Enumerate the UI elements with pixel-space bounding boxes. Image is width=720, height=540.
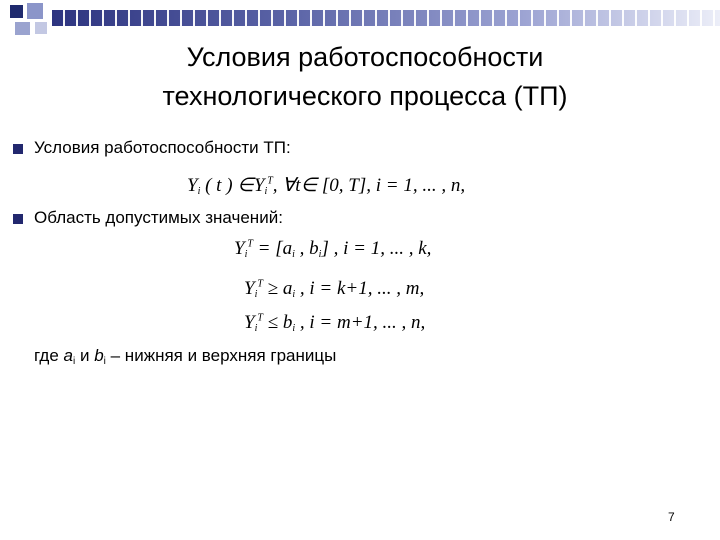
- formula-symbol: Y: [234, 238, 245, 259]
- formula-text: [0, T], i = 1, ... , n,: [317, 175, 466, 196]
- formula-text: , i = m+1, ... , n,: [295, 312, 426, 333]
- formula-symbol: Y: [187, 175, 198, 196]
- element-of-symbol: ∈: [300, 175, 318, 196]
- element-of-symbol: ∈: [237, 175, 254, 196]
- bounds-note: [34, 346, 336, 367]
- note-text: и: [75, 346, 95, 365]
- note-subscript: i: [103, 356, 106, 367]
- formula-text: , b: [294, 238, 319, 259]
- formula-subscript: i: [264, 186, 268, 197]
- formula-text: ( t ): [200, 175, 238, 196]
- formula-symbol: Y: [244, 278, 255, 299]
- formula-lower-bound: [244, 278, 424, 300]
- formula-subscript: i: [244, 249, 248, 260]
- formula-operability-condition: [187, 174, 465, 197]
- formula-text: ≤ b: [262, 312, 293, 333]
- formula-subscript: i: [197, 186, 201, 197]
- bullet-square-icon: [13, 144, 23, 154]
- formula-superscript: T: [257, 278, 263, 290]
- formula-superscript: T: [267, 175, 273, 187]
- formula-text: ≥ a: [262, 278, 293, 299]
- title-line-1: Условия работоспособности: [186, 42, 544, 72]
- note-variable-a: a: [63, 346, 74, 365]
- formula-symbol: Y: [244, 312, 255, 333]
- formula-superscript: T: [247, 238, 253, 250]
- formula-symbol: Y: [253, 175, 265, 196]
- bullet-item-2: Область допустимых значений:: [34, 208, 283, 227]
- bullet-item-1: Условия работоспособности ТП:: [34, 138, 291, 157]
- header-square-1: [10, 5, 23, 18]
- slide-title: [80, 38, 650, 116]
- header-square-4: [35, 22, 47, 34]
- note-text: где: [34, 346, 64, 365]
- formula-text: , i = k+1, ... , m,: [295, 278, 425, 299]
- header-square-3: [15, 22, 30, 35]
- formula-subscript: i: [292, 289, 296, 300]
- formula-interval: [234, 238, 431, 260]
- formula-text: , ∀: [272, 175, 296, 196]
- note-text: – нижняя и верхняя границы: [105, 346, 337, 365]
- header-gradient-bar: [52, 10, 720, 26]
- formula-text: ] , i = 1, ... , k,: [321, 238, 432, 259]
- note-subscript: i: [73, 356, 76, 367]
- bullet-square-icon: [13, 214, 23, 224]
- formula-subscript: i: [254, 289, 258, 300]
- header-square-2: [27, 3, 43, 19]
- formula-text: = [a: [252, 238, 293, 259]
- formula-subscript: i: [318, 249, 322, 260]
- page-number: 7: [668, 510, 675, 524]
- formula-subscript: i: [254, 323, 258, 334]
- title-line-2: технологического процесса (ТП): [162, 81, 568, 111]
- note-variable-b: b: [94, 346, 104, 365]
- formula-upper-bound: [244, 312, 425, 334]
- formula-superscript: T: [257, 312, 263, 324]
- formula-subscript: i: [292, 249, 295, 260]
- formula-symbol: t: [295, 175, 301, 196]
- formula-subscript: i: [292, 323, 296, 334]
